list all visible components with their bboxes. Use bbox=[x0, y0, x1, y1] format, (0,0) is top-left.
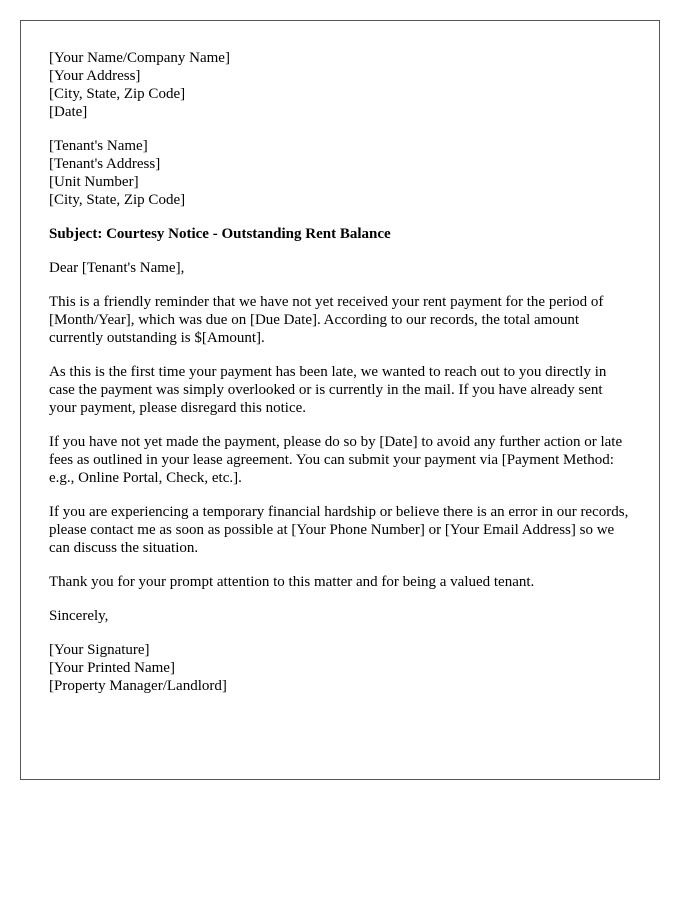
sender-name: [Your Name/Company Name] bbox=[49, 50, 230, 66]
signer-title: [Property Manager/Landlord] bbox=[49, 678, 227, 694]
printed-name: [Your Printed Name] bbox=[49, 660, 175, 676]
signature-block bbox=[49, 641, 631, 695]
recipient-address: [Tenant's Address] bbox=[49, 156, 161, 172]
salutation: Dear [Tenant's Name], bbox=[49, 260, 185, 276]
body-paragraph-4: If you are experiencing a temporary financial hardship or believe there is an error in our records, please contact me as soon as possible at [Your Phone Number] or [Your Email Address] so we can discuss the situation. bbox=[49, 504, 629, 556]
sender-city-state-zip: [City, State, Zip Code] bbox=[49, 86, 186, 102]
signature-placeholder: [Your Signature] bbox=[49, 642, 150, 658]
recipient-city-state-zip: [City, State, Zip Code] bbox=[49, 192, 186, 208]
body-paragraph-1: This is a friendly reminder that we have not yet received your rent payment for the period of [Month/Year], which was due on [Due Date]. According to our records, the total amount currently outstanding is $[Amount]. bbox=[49, 294, 604, 346]
body-paragraph-5: Thank you for your prompt attention to this matter and for being a valued tenant. bbox=[49, 574, 535, 590]
body-paragraph-3: If you have not yet made the payment, please do so by [Date] to avoid any further action or late fees as outlined in your lease agreement. You can submit your payment via [Payment Method: e.g., Online Portal, Check, etc.]. bbox=[49, 434, 623, 486]
sender-block bbox=[49, 49, 631, 121]
closing: Sincerely, bbox=[49, 608, 109, 624]
letter-page bbox=[20, 20, 660, 780]
recipient-name: [Tenant's Name] bbox=[49, 138, 148, 154]
recipient-block bbox=[49, 137, 631, 209]
subject-line: Subject: Courtesy Notice - Outstanding Rent Balance bbox=[49, 226, 391, 242]
sender-address: [Your Address] bbox=[49, 68, 141, 84]
letter-date: [Date] bbox=[49, 104, 88, 120]
body-paragraph-2: As this is the first time your payment has been late, we wanted to reach out to you directly in case the payment was simply overlooked or is currently in the mail. If you have already sent your payment, please disregard this notice. bbox=[49, 364, 607, 416]
recipient-unit: [Unit Number] bbox=[49, 174, 139, 190]
